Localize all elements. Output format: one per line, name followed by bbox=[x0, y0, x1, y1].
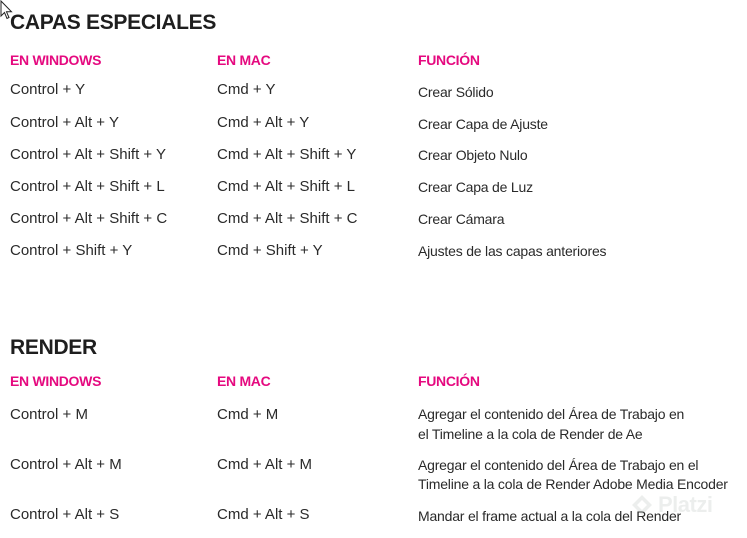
column-header-funcion: FUNCIÓN bbox=[418, 373, 480, 389]
section-title-render: RENDER bbox=[10, 336, 97, 359]
shortcut-mac: Cmd + Alt + M bbox=[217, 456, 313, 473]
shortcut-mac: Cmd + Alt + Shift + Y bbox=[217, 146, 357, 163]
column-header-mac: EN MAC bbox=[217, 52, 271, 68]
shortcut-windows: Control + Shift + Y bbox=[10, 242, 133, 259]
shortcut-mac: Cmd + Alt + Shift + L bbox=[217, 178, 355, 195]
shortcut-windows: Control + Alt + Shift + L bbox=[10, 178, 165, 195]
platzi-logo-icon bbox=[630, 493, 654, 517]
shortcut-function-line1: Agregar el contenido del Área de Trabajo en bbox=[418, 406, 685, 422]
shortcut-function: Crear Sólido bbox=[418, 84, 494, 100]
shortcut-mac: Cmd + Y bbox=[217, 81, 276, 98]
shortcut-mac: Cmd + Alt + Y bbox=[217, 114, 310, 131]
shortcut-mac: Cmd + Shift + Y bbox=[217, 242, 323, 259]
shortcut-function-line2: Timeline a la cola de Render Adobe Media Encoder bbox=[418, 476, 728, 492]
shortcut-windows: Control + Alt + Shift + C bbox=[10, 210, 168, 227]
shortcut-mac: Cmd + M bbox=[217, 406, 279, 423]
shortcut-function: Crear Capa de Luz bbox=[418, 179, 533, 195]
column-header-funcion: FUNCIÓN bbox=[418, 52, 480, 68]
platzi-watermark bbox=[630, 492, 712, 518]
column-header-mac: EN MAC bbox=[217, 373, 271, 389]
section-title-capas-especiales: CAPAS ESPECIALES bbox=[10, 11, 217, 34]
shortcut-mac: Cmd + Alt + Shift + C bbox=[217, 210, 358, 227]
column-header-windows: EN WINDOWS bbox=[10, 373, 102, 389]
shortcut-windows: Control + Alt + M bbox=[10, 456, 122, 473]
shortcut-windows: Control + Alt + Shift + Y bbox=[10, 146, 167, 163]
shortcut-windows: Control + Y bbox=[10, 81, 86, 98]
column-header-windows: EN WINDOWS bbox=[10, 52, 102, 68]
shortcut-function: Crear Capa de Ajuste bbox=[418, 116, 548, 132]
shortcut-function-line1: Mandar el frame actual a la cola del Render bbox=[418, 508, 681, 524]
shortcut-windows: Control + M bbox=[10, 406, 88, 423]
shortcut-mac: Cmd + Alt + S bbox=[217, 506, 310, 523]
shortcut-function: Crear Cámara bbox=[418, 211, 505, 227]
shortcut-windows: Control + Alt + S bbox=[10, 506, 120, 523]
shortcut-function: Crear Objeto Nulo bbox=[418, 147, 528, 163]
shortcut-function-line1: Agregar el contenido del Área de Trabajo en el bbox=[418, 457, 699, 473]
shortcut-function-line2: el Timeline a la cola de Render de Ae bbox=[418, 426, 643, 442]
watermark-text: Platzi bbox=[658, 492, 713, 517]
shortcut-function: Ajustes de las capas anteriores bbox=[418, 243, 607, 259]
shortcut-windows: Control + Alt + Y bbox=[10, 114, 119, 131]
